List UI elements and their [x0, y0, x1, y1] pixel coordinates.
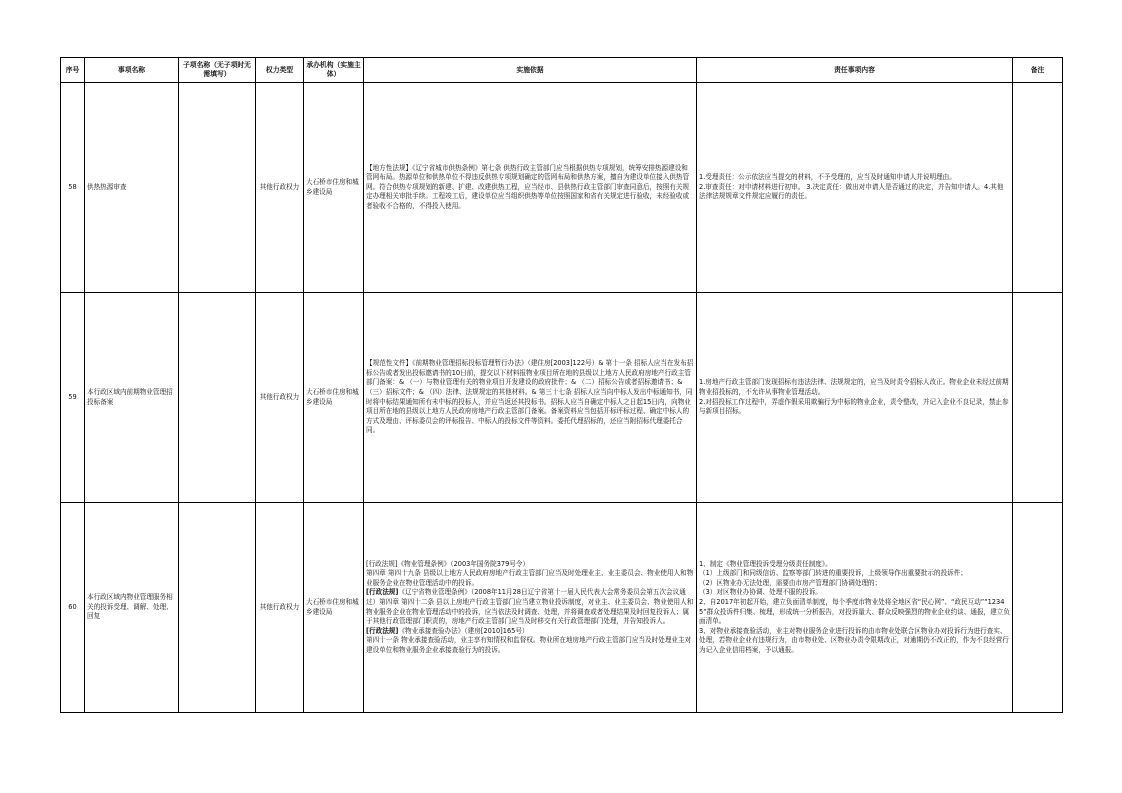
row-item-name: 本行政区域内物业管理服务相关的投诉受理、调解、处理、回复 — [85, 503, 179, 713]
header-seq: 序号 — [61, 58, 85, 83]
table-row — [61, 83, 1063, 293]
resp-paragraph: 2、自2017年初起开始，建立负面清单制度，每个季度市物业处将全地区省“民心网”、“政民互动”“12345”群众投诉件归集、梳理，形成统一分析报告，对投诉量大、群众反映强烈的物业企业约谈、通报，建立负面清单。 — [699, 597, 1010, 626]
row-org: 大石桥市住房和城乡建设局 — [304, 503, 364, 713]
table-row — [61, 293, 1063, 503]
row-basis — [364, 83, 697, 293]
header-note: 备注 — [1013, 58, 1063, 83]
resp-paragraph: 3、对物业承接查验活动，业主对物业服务企业进行投诉的由市物业处联合区物业办对投诉行为进行查实、处理，若物业企业有违规行为，由市物业处、区物业办责令限期改正，对逾期仍不改正的，作为不良经营行为记入企业信用档案，予以通报。 — [699, 626, 1009, 654]
basis-paragraph — [366, 560, 694, 570]
row-sub-item — [179, 83, 256, 293]
basis-text: 第四章 第四十九条 县级以上地方人民政府房地产行政主管部门应当及时处理业主、业主委员会、物业使用人和物业服务企业在物业管理活动中的投诉。 — [366, 569, 694, 587]
basis-paragraph — [366, 627, 694, 637]
basis-text: 《物业承接查验办法》（建房[2010]165号） — [398, 626, 529, 635]
row-item-name: 供热热源审查 — [85, 83, 179, 293]
basis-tag: [行政法规] — [366, 626, 399, 635]
resp-paragraph: （2）区物业办无法处理，需要由市房产管理部门协调处理的； — [699, 578, 882, 587]
resp-paragraph: 1.受理责任：公示依法应当提交的材料，不予受理的，应当及时通知申请人并说明理由。 — [699, 173, 956, 182]
header-org: 承办机构（实施主体） — [304, 58, 364, 83]
row-responsibility — [697, 503, 1013, 713]
header-resp: 责任事项内容 — [697, 58, 1013, 83]
resp-paragraph: 1、制定《物业管理投诉受理分级责任制度》。 — [699, 559, 832, 568]
header-row — [61, 58, 1063, 83]
basis-text: 第四十一条 物业承接查验活动，业主享有知情权和监督权。物业所在地房地产行政主管部门应当及时处理业主对建设单位和物业服务企业承接查验行为的投诉。 — [366, 636, 692, 654]
resp-paragraph: 1.房地产行政主管部门发现招标有违法法律、法规规定的，应当及时责令招标人改正。物业企业未经过前期物业招投标的，不允许从事物业管理活动。 — [699, 378, 1009, 396]
row-note — [1013, 83, 1063, 293]
row-basis — [364, 293, 697, 503]
resp-paragraph: （3）对区物业办协调、处理不服的投诉。 — [699, 588, 822, 597]
resp-paragraph: 2.对招投标工作过程中，弄虚作假采用欺骗行为中标的物业企业，责令整改，并记入企业不良记录，禁止参与新项目招标。 — [699, 397, 1009, 416]
header-basis: 实施依据 — [364, 58, 697, 83]
row-seq: 60 — [61, 503, 85, 713]
row-seq: 58 — [61, 83, 85, 293]
row-sub-item — [179, 503, 256, 713]
resp-paragraph: （1）上级部门和同级信访、监察等部门转进的重要投诉，上级领导作出重要批示的投诉件； — [699, 569, 967, 578]
basis-paragraph: 【规范性文件】《前期物业管理招标投标管理暂行办法》（建住房[2003]122号）& 第十一条 招标人应当在发布招标公告或者发出投标邀请书的10日前，提交以下材料报物业项目所在地的县级以上地方人民政府房地产行政主管部门备案：& （一）与物业管理有关的物业项目开发建设的政府批件；& （二）招标公告或者招标邀请书；& （三）招标文件；& （四）法律、法规规定的其他材料。& 第三十七条 招标人应当向中标人发出中标通知书，同时将中标结果通知所有未中标的投标人，并应当返还其投标书。招标人应当自确定中标人之日起15日内，向物业项目所在地的县级以上地方人民政府房地产行政主管部门备案。备案资料应当包括开标评标过程、确定中标人的方式及理由、评标委员会的评标报告、中标人的投标文件等资料。委托代理招标的，还应当附招标代理委托合同。 — [366, 359, 694, 435]
row-basis — [364, 503, 697, 713]
row-note — [1013, 293, 1063, 503]
row-power-type: 其他行政权力 — [256, 293, 304, 503]
basis-text: [行政法规]《物业管理条例》（2003年国务院379号令） — [366, 559, 530, 568]
header-type: 权力类型 — [256, 58, 304, 83]
row-note — [1013, 503, 1063, 713]
row-responsibility — [697, 83, 1013, 293]
basis-paragraph — [366, 569, 694, 588]
row-item-name: 本行政区域内前期物业管理招投标备案 — [85, 293, 179, 503]
basis-tag: [行政法规] — [366, 588, 399, 597]
responsibility-table — [60, 57, 1063, 713]
basis-text: 《辽宁省物业管理条例》（2008年11月28日辽宁省第十一届人民代表大会常务委员会第五次会议通过）第四章 第四十二条 县以上房地产行政主管部门应当建立物业投诉制度，对业主、业主委员会、物业使用人和物业服务企业在物业管理活动中的投诉，应当依法及时调查、处理，并将调查或者处理结果及时回复投诉人；属于其他行政管理部门职责的，房地产行政主管部门应当及时移交有关行政管理部门处理，并告知投诉人。 — [366, 588, 694, 626]
row-seq: 59 — [61, 293, 85, 503]
basis-paragraph — [366, 636, 694, 655]
row-power-type: 其他行政权力 — [256, 503, 304, 713]
header-sub: 子项名称（无子项时无需填写） — [179, 58, 256, 83]
row-sub-item — [179, 293, 256, 503]
table-row — [61, 503, 1063, 713]
resp-paragraph: 2.审查责任：对申请材料进行初审。 3.决定责任：做出对申请人是否通过的决定，并告知申请人。4.其他法律法规规章文件规定应履行的责任。 — [699, 182, 1004, 201]
header-name: 事项名称 — [85, 58, 179, 83]
row-org: 大石桥市住房和城乡建设局 — [304, 293, 364, 503]
basis-paragraph: 【地方性法规】《辽宁省城市供热条例》第七条 供热行政主管部门应当根据供热专项规划，统筹安排热源建设和管网布局。热源单位和供热单位不得违反供热专项规划确定的管网布局和供热方案，擅自为建设单位接入供热管网。符合供热专项规划的新建、扩建、改建供热工程，应当经市、县供热行政主管部门审查同意后，按照有关规定办理相关审批手续。工程竣工后，建设单位应当组织供热等单位按照国家和省有关规定进行验收，未经验收或者验收不合格的，不得投入使用。 — [366, 163, 690, 210]
basis-paragraph — [366, 588, 694, 626]
row-responsibility — [697, 293, 1013, 503]
row-org: 大石桥市住房和城乡建设局 — [304, 83, 364, 293]
row-power-type: 其他行政权力 — [256, 83, 304, 293]
